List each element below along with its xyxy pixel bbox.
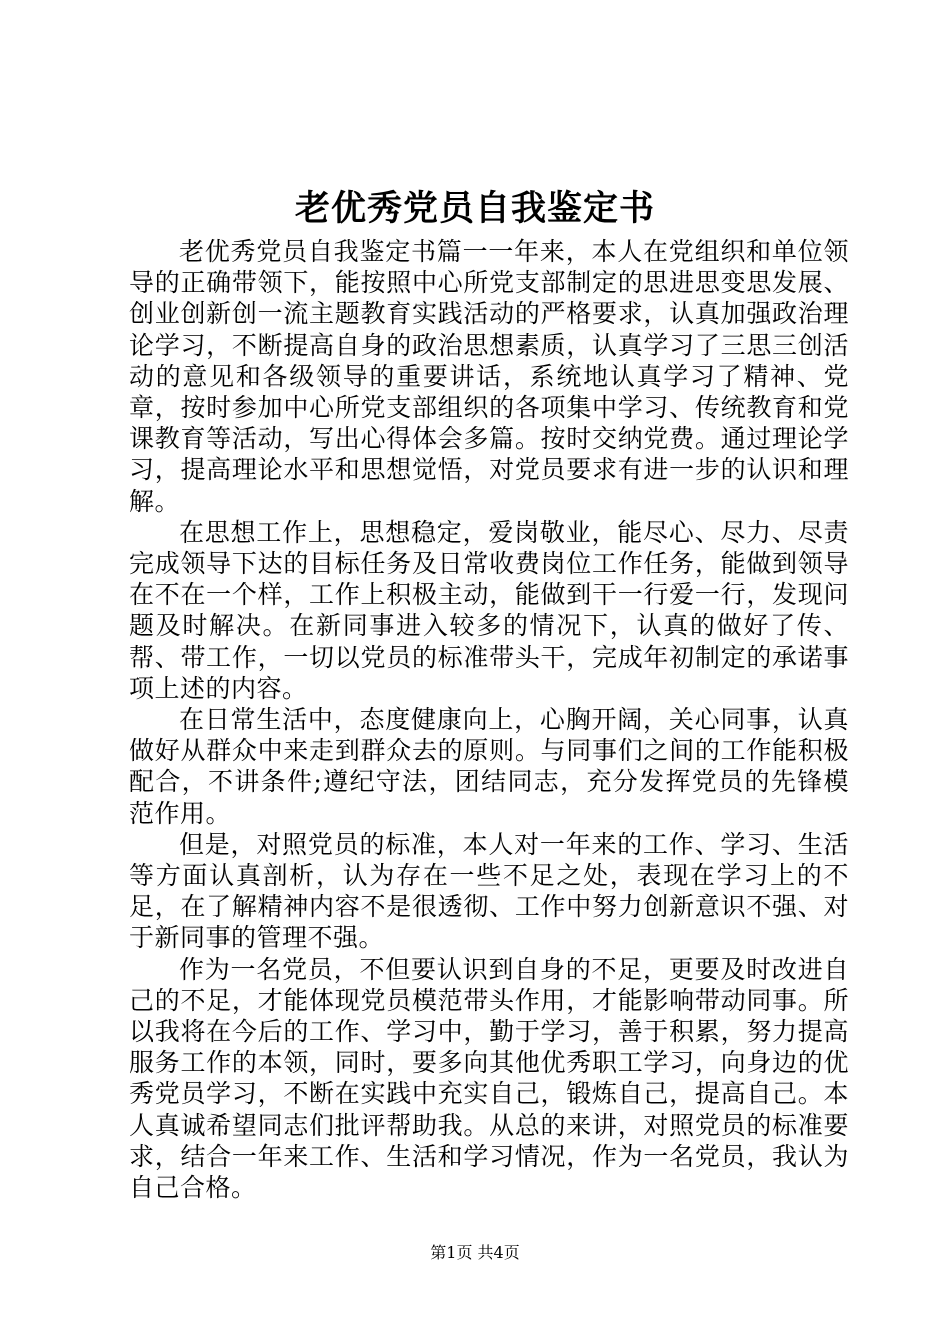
paragraph-5: 作为一名党员，不但要认识到自身的不足，更要及时改进自己的不足，才能体现党员模范带头作用，才能影响带动同事。所以我将在今后的工作、学习中，勤于学习，善于积累，努力提高服务工作的本领，同时，要多向其他优秀职工学习，向身边的优秀党员学习，不断在实践中充实自己，锻炼自己，提高自己。本人真诚希望同志们批评帮助我。从总的来讲，对照党员的标准要求，结合一年来工作、生活和学习情况，作为一名党员，我认为自己合格。 bbox=[129, 954, 849, 1203]
paragraph-4: 但是，对照党员的标准，本人对一年来的工作、学习、生活等方面认真剖析，认为存在一些不足之处，表现在学习上的不足，在了解精神内容不是很透彻、工作中努力创新意识不强、对于新同事的管理不强。 bbox=[129, 829, 849, 953]
paragraph-2: 在思想工作上，思想稳定，爱岗敬业，能尽心、尽力、尽责完成领导下达的目标任务及日常收费岗位工作任务，能做到领导在不在一个样，工作上积极主动，能做到干一行爱一行，发现问题及时解决。在新同事进入较多的情况下，认真的做好了传、帮、带工作，一切以党员的标准带头干，完成年初制定的承诺事项上述的内容。 bbox=[129, 517, 849, 703]
document-body bbox=[129, 236, 849, 1203]
page-number-footer: 第1页 共4页 bbox=[430, 1243, 520, 1262]
paragraph-3: 在日常生活中，态度健康向上，心胸开阔，关心同事，认真做好从群众中来走到群众去的原则。与同事们之间的工作能积极配合，不讲条件;遵纪守法，团结同志，充分发挥党员的先锋模范作用。 bbox=[129, 705, 849, 828]
document-title: 老优秀党员自我鉴定书 bbox=[294, 188, 655, 229]
paragraph-1: 老优秀党员自我鉴定书篇一一年来，本人在党组织和单位领导的正确带领下，能按照中心所党支部制定的思进思变思发展、创业创新创一流主题教育实践活动的严格要求，认真加强政治理论学习，不断提高自身的政治思想素质，认真学习了三思三创活动的意见和各级领导的重要讲话，系统地认真学习了精神、党章，按时参加中心所党支部组织的各项集中学习、传统教育和党课教育等活动，写出心得体会多篇。按时交纳党费。通过理论学习，提高理论水平和思想觉悟，对党员要求有进一步的认识和理解。 bbox=[129, 237, 849, 516]
